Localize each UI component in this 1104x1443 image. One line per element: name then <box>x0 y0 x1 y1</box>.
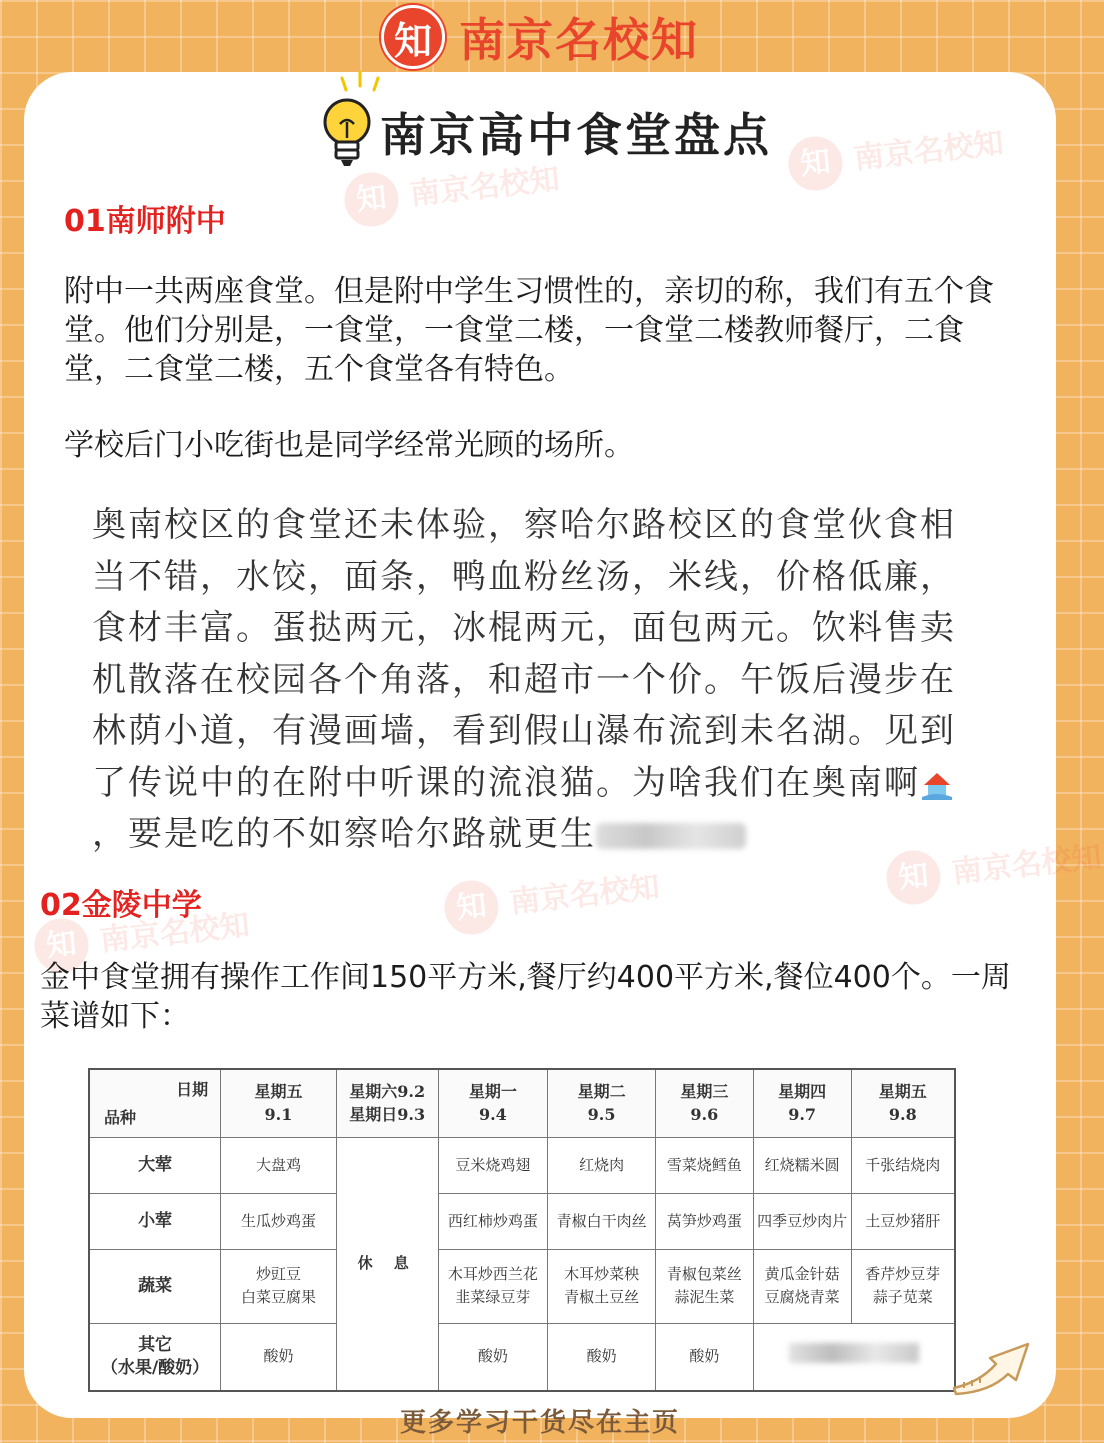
footer-tagline: 更多学习干货尽在主页 <box>399 1408 680 1438</box>
blurred-text <box>596 823 746 849</box>
menu-cell: 雪菜烧鳕鱼 <box>655 1137 753 1193</box>
table-corner-cell <box>89 1069 221 1137</box>
lightbulb-icon <box>320 96 374 168</box>
header-cell: 星期三 9.6 <box>655 1069 753 1137</box>
menu-cell: 青椒白干肉丝 <box>548 1193 656 1249</box>
rest-day-cell: 休 息 <box>336 1137 438 1391</box>
menu-cell: 酸奶 <box>655 1323 753 1391</box>
menu-cell: 红烧肉 <box>548 1137 656 1193</box>
table-row <box>89 1137 955 1193</box>
watermark: 知 南京名校知 <box>442 861 662 937</box>
content-card <box>24 72 1104 1438</box>
watermark: 知 南京名校知 <box>786 117 1006 193</box>
menu-cell: 四季豆炒肉片 <box>753 1193 851 1249</box>
menu-cell: 土豆炒猪肝 <box>851 1193 955 1249</box>
page-title-row <box>320 92 772 172</box>
header-cell: 星期六9.2 星期日9.3 <box>336 1069 438 1137</box>
table-row <box>89 1323 955 1391</box>
header-cell: 星期四 9.7 <box>753 1069 851 1137</box>
watermark: 知 南京名校知 <box>342 153 562 229</box>
menu-cell: 黄瓜金针菇 豆腐烧青菜 <box>753 1249 851 1323</box>
quote-tail: ，要是吃的不如察哈尔路就更生 <box>92 814 596 854</box>
category-cell: 小荤 <box>89 1193 221 1249</box>
menu-cell: 香芹炒豆芽 蒜子苋菜 <box>851 1249 955 1323</box>
header-cell: 星期一 9.4 <box>438 1069 548 1137</box>
watermark: 知 南京名校知 <box>884 831 1104 907</box>
section2-paragraph: 金中食堂拥有操作工作间150平方米,餐厅约400平方米,餐位400个。一周菜谱如下： <box>40 960 1011 1034</box>
corner-category-label: 品种 <box>104 1107 137 1127</box>
corner-date-label: 日期 <box>176 1080 209 1099</box>
review-quote <box>92 500 972 861</box>
menu-cell: 大盘鸡 <box>221 1137 337 1193</box>
section-heading-nanshi: 01南师附中 <box>64 204 226 239</box>
menu-cell: 酸奶 <box>548 1323 656 1391</box>
category-cell: 大荤 <box>89 1137 221 1193</box>
blurred-cell <box>753 1323 955 1391</box>
brand-header <box>0 2 1080 72</box>
table-row <box>89 1249 955 1323</box>
menu-cell: 红烧糯米圆 <box>753 1137 851 1193</box>
category-cell: 蔬菜 <box>89 1249 221 1323</box>
menu-cell: 木耳炒菜秧 青椒土豆丝 <box>548 1249 656 1323</box>
menu-cell: 生瓜炒鸡蛋 <box>221 1193 337 1249</box>
header-cell: 星期五 9.1 <box>221 1069 337 1137</box>
watermark: 知 南京名校知 <box>32 899 252 975</box>
menu-cell: 千张结烧肉 <box>851 1137 955 1193</box>
menu-cell: 木耳炒西兰花 韭菜绿豆芽 <box>438 1249 548 1323</box>
section1-paragraph-1: 附中一共两座食堂。但是附中学生习惯性的，亲切的称，我们有五个食堂。他们分别是，一食堂，一食堂二楼，一食堂二楼教师餐厅，二食堂，二食堂二楼，五个食堂各有特色。 <box>64 274 994 387</box>
header-cell: 星期五 9.8 <box>851 1069 955 1137</box>
section-heading-jinling: 02金陵中学 <box>40 888 202 923</box>
menu-cell: 酸奶 <box>221 1323 337 1391</box>
header-cell: 星期二 9.5 <box>548 1069 656 1137</box>
menu-cell: 西红柿炒鸡蛋 <box>438 1193 548 1249</box>
weekly-menu-table <box>88 1068 956 1392</box>
brand-name: 南京名校知 <box>459 13 699 67</box>
menu-cell: 酸奶 <box>438 1323 548 1391</box>
category-cell: 其它 （水果/酸奶） <box>89 1323 221 1391</box>
menu-cell: 炒豇豆 白菜豆腐果 <box>221 1249 337 1323</box>
house-emoji-icon <box>920 767 954 801</box>
table-row <box>89 1193 955 1249</box>
menu-cell: 莴笋炒鸡蛋 <box>655 1193 753 1249</box>
section1-paragraph-2: 学校后门小吃街也是同学经常光顾的场所。 <box>64 428 634 463</box>
arrow-icon <box>950 1330 1040 1396</box>
menu-cell: 青椒包菜丝 蒜泥生菜 <box>655 1249 753 1323</box>
quote-text: 奥南校区的食堂还未体验，察哈尔路校区的食堂伙食相当不错，水饺，面条，鸭血粉丝汤，米线，价格低廉，食材丰富。蛋挞两元，冰棍两元，面包两元。饮料售卖机散落在校园各个角落，和超市一个价。午饭后漫步在林荫小道，有漫画墙，看到假山瀑布流到未名湖。见到了传说中的在附中听课的流浪猫。为啥我们在奥南啊 <box>92 505 956 803</box>
bulb-rays-icon <box>340 70 380 92</box>
page-title: 南京高中食堂盘点 <box>380 108 772 162</box>
menu-cell: 豆米烧鸡翅 <box>438 1137 548 1193</box>
brand-logo: 知 <box>381 5 445 69</box>
table-header-row <box>89 1069 955 1137</box>
